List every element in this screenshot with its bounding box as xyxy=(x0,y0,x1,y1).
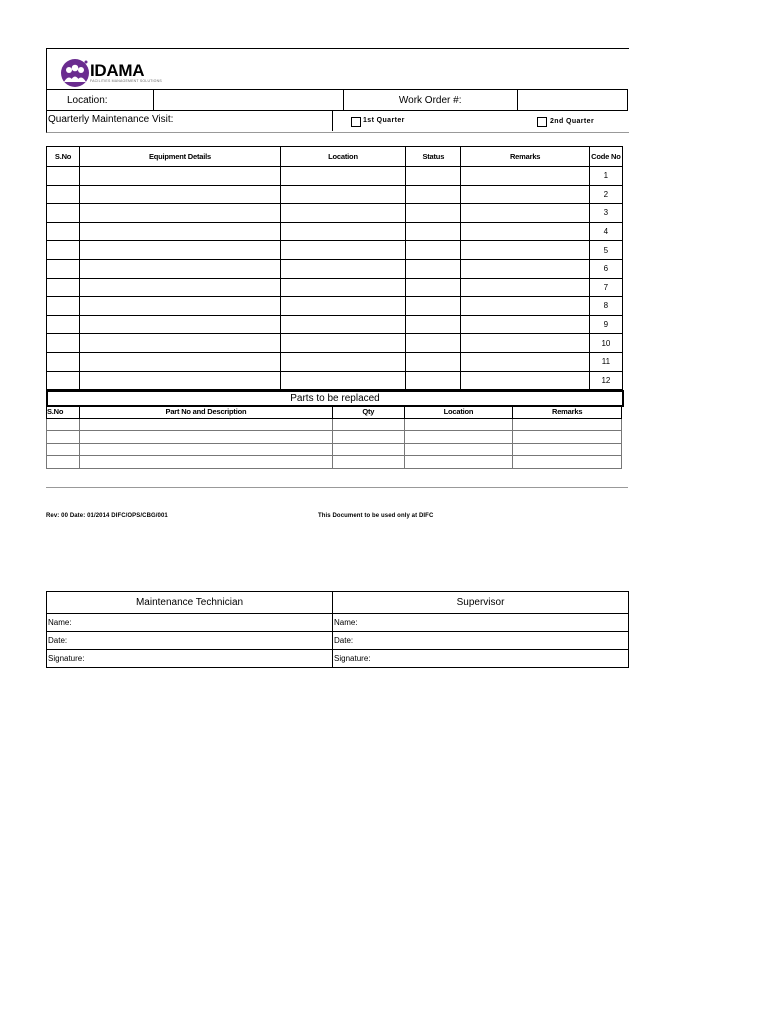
table-cell[interactable] xyxy=(80,278,281,297)
logo-text: IDAMA xyxy=(90,61,145,80)
table-cell[interactable] xyxy=(461,204,589,223)
logo-people-icon xyxy=(60,58,90,88)
table-cell[interactable] xyxy=(332,418,404,431)
table-cell[interactable] xyxy=(461,185,589,204)
location-field[interactable] xyxy=(153,90,343,111)
col-status: Status xyxy=(406,147,461,167)
equipment-table-header xyxy=(47,147,629,167)
code-number: 5 xyxy=(589,241,622,260)
table-row xyxy=(47,185,629,204)
table-cell[interactable] xyxy=(513,456,622,469)
table-cell[interactable] xyxy=(461,297,589,316)
table-cell[interactable] xyxy=(280,259,405,278)
parts-table-header xyxy=(47,406,622,419)
q1-checkbox[interactable] xyxy=(351,117,361,127)
table-row xyxy=(47,431,622,444)
table-cell[interactable] xyxy=(47,167,80,186)
work-order-field[interactable] xyxy=(517,90,627,111)
table-cell[interactable] xyxy=(461,334,589,353)
table-row xyxy=(47,371,629,390)
code-number: 3 xyxy=(589,204,622,223)
table-cell[interactable] xyxy=(47,443,80,456)
table-cell[interactable] xyxy=(80,222,281,241)
table-row xyxy=(47,443,622,456)
supervisor-title: Supervisor xyxy=(333,592,629,614)
table-row xyxy=(47,278,629,297)
table-cell[interactable] xyxy=(461,241,589,260)
table-cell[interactable] xyxy=(79,431,332,444)
table-cell[interactable] xyxy=(47,456,80,469)
supervisor-signature-field[interactable]: Signature: xyxy=(333,650,629,668)
table-cell[interactable] xyxy=(513,443,622,456)
code-number: 4 xyxy=(589,222,622,241)
table-cell[interactable] xyxy=(280,204,405,223)
table-cell[interactable] xyxy=(80,334,281,353)
col-code-no: Code No xyxy=(589,147,622,167)
revision-info: Rev: 00 Date: 01/2014 DIFC/OPS/CBG/001 xyxy=(46,513,168,519)
table-cell[interactable] xyxy=(406,315,461,334)
equipment-table xyxy=(46,146,628,390)
code-number: 1 xyxy=(589,167,622,186)
parts-table xyxy=(46,405,622,469)
table-cell[interactable] xyxy=(47,204,80,223)
table-cell[interactable] xyxy=(332,443,404,456)
location-label: Location: xyxy=(47,90,154,111)
table-cell[interactable] xyxy=(513,431,622,444)
table-cell[interactable] xyxy=(461,222,589,241)
table-cell[interactable] xyxy=(47,418,80,431)
table-cell[interactable] xyxy=(404,418,513,431)
work-order-label: Work Order #: xyxy=(343,90,517,111)
parts-col-part-description: Part No and Description xyxy=(79,406,332,419)
table-cell[interactable] xyxy=(47,352,80,371)
table-cell[interactable] xyxy=(280,371,405,390)
table-cell[interactable] xyxy=(47,241,80,260)
table-cell[interactable] xyxy=(406,204,461,223)
table-cell[interactable] xyxy=(280,278,405,297)
parts-col-sno: S.No xyxy=(47,406,80,419)
table-cell[interactable] xyxy=(406,297,461,316)
col-sno: S.No xyxy=(47,147,80,167)
table-cell[interactable] xyxy=(80,167,281,186)
table-row xyxy=(47,315,629,334)
table-cell[interactable] xyxy=(332,456,404,469)
parts-col-qty: Qty xyxy=(332,406,404,419)
table-row xyxy=(47,167,629,186)
table-cell[interactable] xyxy=(47,278,80,297)
table-cell[interactable] xyxy=(280,241,405,260)
quarterly-visit-row xyxy=(46,110,629,133)
table-cell[interactable] xyxy=(47,297,80,316)
table-cell[interactable] xyxy=(80,352,281,371)
technician-title: Maintenance Technician xyxy=(47,592,333,614)
technician-date-field[interactable]: Date: xyxy=(47,632,333,650)
table-cell[interactable] xyxy=(280,315,405,334)
table-cell[interactable] xyxy=(80,371,281,390)
divider xyxy=(46,487,628,488)
table-cell[interactable] xyxy=(280,222,405,241)
q2-checkbox[interactable] xyxy=(537,117,547,127)
table-row xyxy=(47,222,629,241)
code-number: 6 xyxy=(589,259,622,278)
table-cell[interactable] xyxy=(461,278,589,297)
table-cell[interactable] xyxy=(80,185,281,204)
signoff-table xyxy=(46,591,629,668)
col-remarks: Remarks xyxy=(461,147,589,167)
table-cell[interactable] xyxy=(47,259,80,278)
table-cell[interactable] xyxy=(461,167,589,186)
technician-signature-field[interactable]: Signature: xyxy=(47,650,333,668)
table-cell[interactable] xyxy=(406,259,461,278)
col-equipment-details: Equipment Details xyxy=(80,147,281,167)
table-cell[interactable] xyxy=(280,297,405,316)
code-number: 7 xyxy=(589,278,622,297)
table-cell[interactable] xyxy=(280,334,405,353)
table-cell[interactable] xyxy=(79,456,332,469)
table-cell[interactable] xyxy=(406,185,461,204)
divider xyxy=(332,110,333,131)
location-workorder-row xyxy=(46,89,628,111)
table-cell[interactable] xyxy=(47,334,80,353)
code-number: 2 xyxy=(589,185,622,204)
idama-logo xyxy=(60,58,180,90)
table-cell[interactable] xyxy=(406,241,461,260)
table-cell[interactable] xyxy=(513,418,622,431)
table-row xyxy=(47,297,629,316)
table-row xyxy=(47,334,629,353)
q2-label: 2nd Quarter xyxy=(550,118,595,125)
table-cell[interactable] xyxy=(80,204,281,223)
table-cell[interactable] xyxy=(406,167,461,186)
logo-subtitle: FACILITIES MANAGEMENT SOLUTIONS xyxy=(90,79,162,83)
table-cell[interactable] xyxy=(404,443,513,456)
table-cell[interactable] xyxy=(280,352,405,371)
table-cell[interactable] xyxy=(47,185,80,204)
table-cell[interactable] xyxy=(79,443,332,456)
table-row xyxy=(47,204,629,223)
table-row xyxy=(47,418,622,431)
table-cell[interactable] xyxy=(280,185,405,204)
table-cell[interactable] xyxy=(80,297,281,316)
code-number: 12 xyxy=(589,371,622,390)
table-row xyxy=(47,259,629,278)
table-cell[interactable] xyxy=(80,241,281,260)
table-cell[interactable] xyxy=(461,259,589,278)
table-cell[interactable] xyxy=(404,456,513,469)
parts-title: Parts to be replaced xyxy=(46,390,624,407)
table-cell[interactable] xyxy=(80,315,281,334)
table-cell[interactable] xyxy=(332,431,404,444)
table-cell[interactable] xyxy=(404,431,513,444)
table-cell[interactable] xyxy=(406,278,461,297)
q1-label: 1st Quarter xyxy=(363,117,405,124)
table-cell[interactable] xyxy=(47,222,80,241)
table-cell[interactable] xyxy=(47,371,80,390)
supervisor-date-field[interactable]: Date: xyxy=(333,632,629,650)
table-cell[interactable] xyxy=(47,315,80,334)
table-cell[interactable] xyxy=(406,352,461,371)
table-cell[interactable] xyxy=(406,371,461,390)
table-cell[interactable] xyxy=(79,418,332,431)
table-row xyxy=(47,456,622,469)
table-cell[interactable] xyxy=(47,431,80,444)
supervisor-name-field[interactable]: Name: xyxy=(333,614,629,632)
table-cell[interactable] xyxy=(406,334,461,353)
quarterly-visit-label: Quarterly Maintenance Visit: xyxy=(48,114,174,125)
usage-note: This Document to be used only at DIFC xyxy=(318,513,434,519)
table-cell[interactable] xyxy=(280,167,405,186)
table-cell[interactable] xyxy=(80,259,281,278)
table-cell[interactable] xyxy=(461,315,589,334)
code-number: 8 xyxy=(589,297,622,316)
parts-col-location: Location xyxy=(404,406,513,419)
table-row xyxy=(47,241,629,260)
table-cell[interactable] xyxy=(461,371,589,390)
code-number: 11 xyxy=(589,352,622,371)
technician-name-field[interactable]: Name: xyxy=(47,614,333,632)
table-cell[interactable] xyxy=(461,352,589,371)
table-cell[interactable] xyxy=(406,222,461,241)
code-number: 9 xyxy=(589,315,622,334)
table-row xyxy=(47,352,629,371)
code-number: 10 xyxy=(589,334,622,353)
parts-col-remarks: Remarks xyxy=(513,406,622,419)
col-location: Location xyxy=(280,147,405,167)
